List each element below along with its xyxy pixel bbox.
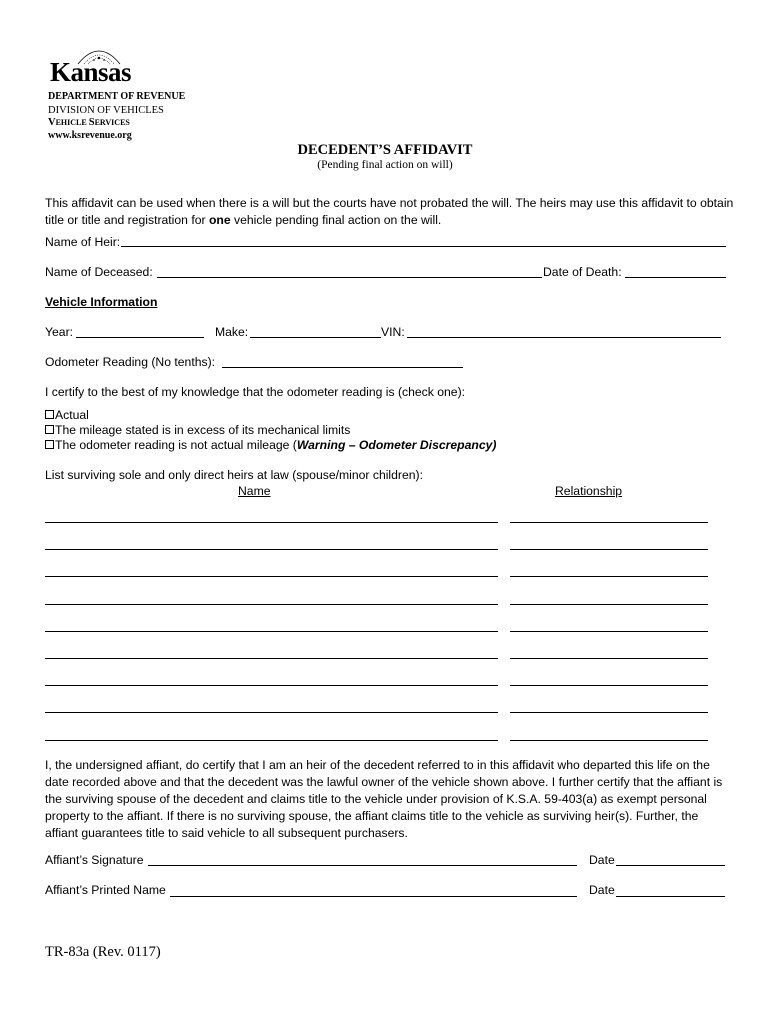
date-of-death-field[interactable] <box>625 277 726 278</box>
heir-name-field[interactable] <box>45 549 498 550</box>
heir-relationship-field[interactable] <box>510 576 708 577</box>
heir-relationship-field[interactable] <box>510 658 708 659</box>
affiant-signature-label: Affiant’s Signature <box>45 853 144 867</box>
certification-paragraph: I, the undersigned affiant, do certify that I am an heir of the decedent referred to in this affidavit who departed this life on the date recorded above and that the decedent was the lawful owner of the vehicle shown above. I further certify that the affiant is the surviving spouse of the decedent and claims title to the vehicle under provision of K.S.A. 59-403(a) as exempt personal property to the affiant. If there is no surviving spouse, the affiant claims title to the vehicle as surviving heir(s). Further, the affiant guarantees title to said vehicle to all subsequent purchasers. <box>45 758 723 840</box>
heir-relationship-field[interactable] <box>510 631 708 632</box>
year-field[interactable] <box>76 337 204 338</box>
form-title: DECEDENT’S AFFIDAVIT <box>297 142 473 158</box>
vehicle-information-heading: Vehicle Information <box>45 295 158 309</box>
signature-date-label: Date <box>589 853 615 867</box>
heir-relationship-column-header: Relationship <box>555 484 623 498</box>
printed-name-date-field[interactable] <box>616 896 725 897</box>
excess-checkbox[interactable] <box>45 425 54 434</box>
year-label: Year: <box>45 325 74 339</box>
affiant-signature-field[interactable] <box>148 865 577 866</box>
heirs-instruction: List surviving sole and only direct heirs at law (spouse/minor children): <box>45 468 423 482</box>
make-field[interactable] <box>250 337 381 338</box>
form-number: TR-83a (Rev. 0117) <box>45 944 161 960</box>
actual-checkbox[interactable] <box>45 410 54 419</box>
department-name: DEPARTMENT OF REVENUE <box>48 91 186 102</box>
odometer-reading-label: Odometer Reading (No tenths): <box>45 355 216 369</box>
heir-name-field[interactable] <box>45 522 498 523</box>
affiant-printed-name-label: Affiant’s Printed Name <box>45 883 166 897</box>
option-actual: Actual <box>45 407 89 424</box>
option-not-actual-mileage: The odometer reading is not actual mileage (Warning – Odometer Discrepancy) <box>45 437 496 454</box>
heir-relationship-field[interactable] <box>510 712 708 713</box>
name-of-heir-field[interactable] <box>121 246 726 247</box>
certify-odometer-text: I certify to the best of my knowledge that the odometer reading is (check one): <box>45 385 466 399</box>
vehicle-services-label: VEHICLE SERVICES <box>48 117 130 128</box>
heir-relationship-field[interactable] <box>510 685 708 686</box>
odometer-reading-field[interactable] <box>222 367 463 368</box>
heir-relationship-field[interactable] <box>510 740 708 741</box>
form-subtitle: (Pending final action on will) <box>317 159 453 171</box>
intro-paragraph: This affidavit can be used when there is a will but the courts have not probated the will. The heirs may use this affidavit to obtain title or title and registration for one vehicle pending final action on the will. <box>45 196 734 227</box>
heir-name-field[interactable] <box>45 631 498 632</box>
signature-date-field[interactable] <box>616 865 725 866</box>
vin-label: VIN: <box>381 325 405 339</box>
printed-name-date-label: Date <box>589 883 615 897</box>
not-actual-checkbox[interactable] <box>45 440 54 449</box>
name-of-deceased-label: Name of Deceased: <box>45 265 153 279</box>
heir-name-column-header: Name <box>238 484 271 498</box>
heir-name-field[interactable] <box>45 712 498 713</box>
make-label: Make: <box>215 325 249 339</box>
heir-name-field[interactable] <box>45 740 498 741</box>
vin-field[interactable] <box>407 337 721 338</box>
heir-name-field[interactable] <box>45 685 498 686</box>
name-of-deceased-field[interactable] <box>157 277 542 278</box>
heir-name-field[interactable] <box>45 576 498 577</box>
option-excess-mechanical-limits: The mileage stated is in excess of its mechanical limits <box>45 422 350 439</box>
heir-name-field[interactable] <box>45 658 498 659</box>
heir-relationship-field[interactable] <box>510 522 708 523</box>
date-of-death-label: Date of Death: <box>543 265 622 279</box>
affiant-printed-name-field[interactable] <box>170 896 577 897</box>
division-name: DIVISION OF VEHICLES <box>48 105 164 116</box>
kansas-logo-text: Kansas <box>50 57 132 87</box>
name-of-heir-label: Name of Heir: <box>45 235 121 249</box>
heir-relationship-field[interactable] <box>510 604 708 605</box>
website-link[interactable]: www.ksrevenue.org <box>48 130 132 141</box>
heir-name-field[interactable] <box>45 604 498 605</box>
heir-relationship-field[interactable] <box>510 549 708 550</box>
